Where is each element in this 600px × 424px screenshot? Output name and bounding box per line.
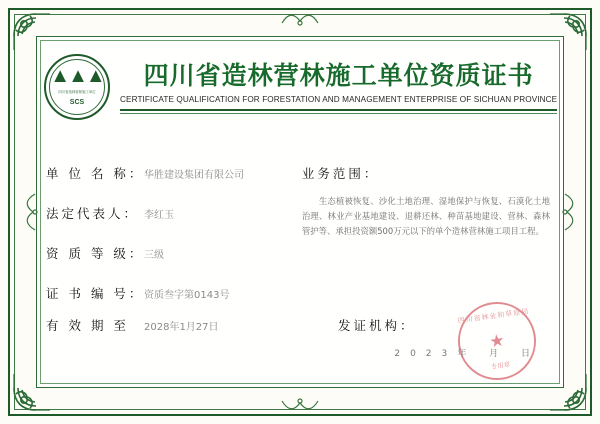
validity-row <box>46 316 219 334</box>
emblem-org-text: 四川省造林营林施工单位 <box>58 90 96 94</box>
certificate-header <box>44 52 556 122</box>
seal-star-icon: ★ <box>488 330 506 352</box>
edge-ornament-icon <box>23 192 39 232</box>
emblem-code: SCS <box>69 99 85 106</box>
scope-text: 生态植被恢复、沙化土地治理、湿地保护与恢复、石漠化土地治理、林业产业基地建设、退耕还林、种苗基地建设、营林、森林管护等、承担投资额500万元以下的单个造林营林施工项目工程。 <box>301 196 550 236</box>
field-value: 李红玉 <box>144 210 174 221</box>
issuer-block <box>338 307 548 372</box>
issue-date <box>394 346 540 359</box>
scope-label: 业务范围： <box>301 166 380 181</box>
page-subtitle: CERTIFICATE QUALIFICATION FOR FORESTATION AND MANAGEMENT ENTERPRISE OF SICHUAN PROVINCE <box>120 95 558 104</box>
edge-ornament-icon <box>280 11 320 27</box>
issue-date-year: 2023 <box>394 349 458 359</box>
emblem-trees-icon: ▲▲▲ <box>50 65 104 87</box>
field-row-legal-representative <box>46 204 290 222</box>
page-title: 四川省造林营林施工单位资质证书 <box>143 61 534 90</box>
certificate-footer <box>46 307 554 372</box>
field-value: 三级 <box>144 250 164 261</box>
edge-ornament-icon <box>561 192 577 232</box>
field-label: 单 位 名 称： <box>46 166 145 181</box>
field-value: 华胜建设集团有限公司 <box>144 170 244 181</box>
field-label: 法定代表人： <box>46 206 140 221</box>
field-row-unit-name <box>46 164 290 182</box>
forestry-emblem-icon <box>44 54 110 120</box>
field-label: 资 质 等 级： <box>46 246 145 261</box>
issuer-label: 发证机构： <box>338 318 416 333</box>
title-block <box>110 60 557 114</box>
seal-subtext: 专用章 <box>490 360 511 372</box>
field-value: 资质叁字第0143号 <box>144 290 230 301</box>
validity-value: 2028年1月27日 <box>144 322 219 333</box>
validity-label: 有 效 期 至 <box>46 318 129 333</box>
edge-ornament-icon <box>280 397 320 413</box>
field-row-certificate-number <box>46 284 290 302</box>
field-row-qualification-level <box>46 244 290 262</box>
seal-text: 四川省林业和草原局 <box>457 307 530 326</box>
title-divider <box>120 109 557 111</box>
title-divider-secondary <box>120 113 557 114</box>
field-label: 证 书 编 号： <box>46 286 145 301</box>
issue-date-pattern: 年 月 日 <box>457 349 540 359</box>
